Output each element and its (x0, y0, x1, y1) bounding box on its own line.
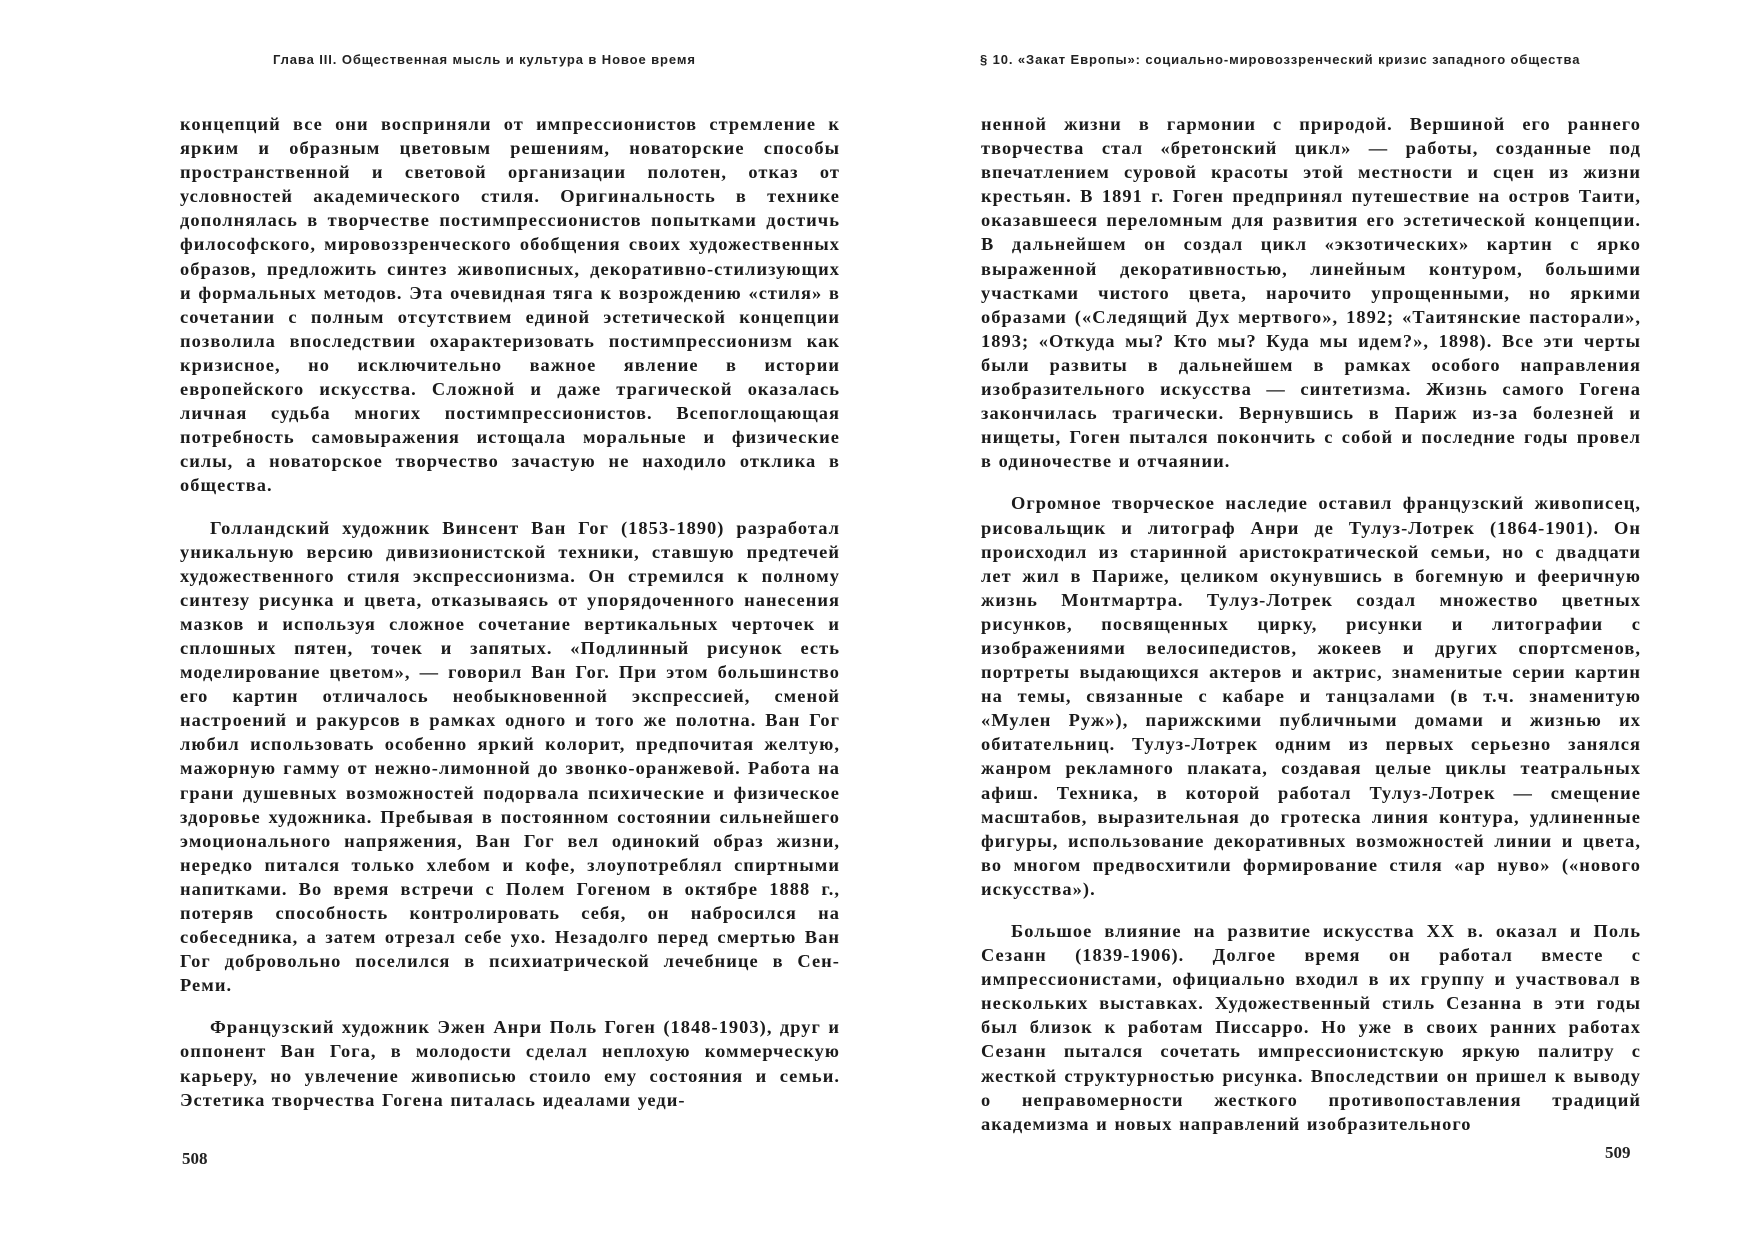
left-page-number: 508 (182, 1149, 208, 1168)
paragraph: Французский художник Эжен Анри Поль Гоген (1848-1903), друг и оппонент Ван Гога, в молодости сделал неплохую коммерческую карьеру, но увлечение живописью стоило ему состояния и семьи. Эстетика творчества Гогена питалась идеалами уеди- (180, 1017, 840, 1110)
paragraph: Огромное творческое наследие оставил французский живописец, рисовальщик и литограф Анри де Тулуз-Лотрек (1864-1901). Он происходил из старинной аристократической семьи, но с двадцати лет жил в Париже, целиком окунувшись в богемную и фееричную жизнь Монтмартра. Тулуз-Лотрек создал множество цветных рисунков, посвященных цирку, рисунки и литографии с изображениями велосипедистов, жокеев и других спортсменов, портреты выдающихся актеров и актрис, знаменитые серии картин на темы, связанные с кабаре и танцзалами (в т.ч. знаменитую «Мулен Руж»), парижскими публичными домами и жизнью их обитательниц. Тулуз-Лотрек одним из первых серьезно занялся жанром рекламного плаката, создавая целые циклы театральных афиш. Техника, в которой работал Тулуз-Лотрек — смещение масштабов, выразительная до гротеска линия контура, удлиненные фигуры, использование декоративных возможностей линии и цвета, во многом предвосхитили формирование стиля «ар нуво» («нового искусства»). (981, 493, 1641, 899)
right-page-number: 509 (1605, 1143, 1631, 1162)
right-running-head: § 10. «Закат Европы»: социально-мировоззренческий кризис западного общества (980, 52, 1581, 67)
right-body-text (981, 112, 1641, 1154)
paragraph: концепций все они восприняли от импрессионистов стремление к ярким и образным цветовым решениям, новаторские способы пространственной и световой организации полотен, отказ от условностей академического стиля. Оригинальность в технике дополнялась в творчестве постимпрессионистов попытками достичь философского, мировоззренческого обобщения своих художественных образов, предложить синтез живописных, декоративно-стилизующих и формальных методов. Эта очевидная тяга к возрождению «стиля» в сочетании с полным отсутствием единой эстетической концепции позволила впоследствии охарактеризовать постимпрессионизм как кризисное, но исключительно важное явление в истории европейского искусства. Сложной и даже трагической оказалась личная судьба многих постимпрессионистов. Всепоглощающая потребность самовыражения истощала моральные и физические силы, а новаторское творчество зачастую не находило отклика в общества. (180, 114, 840, 496)
right-page (877, 0, 1754, 1239)
left-body-text (180, 112, 840, 1130)
paragraph: ненной жизни в гармонии с природой. Вершиной его раннего творчества стал «бретонский цикл» — работы, созданные под впечатлением суровой красоты этой местности и сцен из жизни крестьян. В 1891 г. Гоген предпринял путешествие на остров Таити, оказавшееся переломным для развития его эстетической концепции. В дальнейшем он создал цикл «экзотических» картин с ярко выраженной декоративностью, линейным контуром, большими участками чистого цвета, нарочито упрощенными, но яркими образами («Следящий Дух мертвого», 1892; «Таитянские пасторали», 1893; «Откуда мы? Кто мы? Куда мы идем?», 1898). Все эти черты были развиты в дальнейшем в рамках особого направления изобразительного искусства — синтетизма. Жизнь самого Гогена закончилась трагически. Вернувшись в Париж из-за болезней и нищеты, Гоген пытался покончить с собой и последние годы провел в одиночестве и отчаянии. (981, 114, 1641, 472)
paragraph: Большое влияние на развитие искусства XX в. оказал и Поль Сезанн (1839-1906). Долгое время он работал вместе с импрессионистами, официально входил в их группу и участвовал в нескольких выставках. Художественный стиль Сезанна в эти годы был близок к работам Писсарро. Но уже в своих ранних работах Сезанн пытался сочетать импрессионистскую яркую палитру с жесткой структурностью рисунка. Впоследствии он пришел к выводу о неправомерности жесткого противопоставления традиций академизма и новых направлений изобразительного (981, 921, 1641, 1134)
paragraph: Голландский художник Винсент Ван Гог (1853-1890) разработал уникальную версию дивизионистской техники, ставшую предтечей художественного стиля экспрессионизма. Он стремился к полному синтезу рисунка и цвета, отказываясь от упорядоченного нанесения мазков и используя сложное сочетание вертикальных черточек и сплошных пятен, точек и запятых. «Подлинный рисунок есть моделирование цветом», — говорил Ван Гог. При этом большинство его картин отличалось необыкновенной экспрессией, сменой настроений и ракурсов в рамках одного и того же полотна. Ван Гог любил использовать особенно яркий колорит, предпочитая желтую, мажорную гамму от нежно-лимонной до звонко-оранжевой. Работа на грани душевных возможностей подорвала психические и физическое здоровье художника. Пребывая в постоянном состоянии сильнейшего эмоционального напряжения, Ван Гог вел одинокий образ жизни, нередко питался только хлебом и кофе, злоупотреблял спиртными напитками. Во время встречи с Полем Гогеном в октябре 1888 г., потеряв способность контролировать себя, он набросился на собеседника, а затем отрезал себе ухо. Незадолго перед смертью Ван Гог добровольно поселился в психиатрической лечебнице в Сен-Реми. (180, 517, 840, 996)
left-running-head: Глава III. Общественная мысль и культура в Новое время (273, 52, 696, 67)
